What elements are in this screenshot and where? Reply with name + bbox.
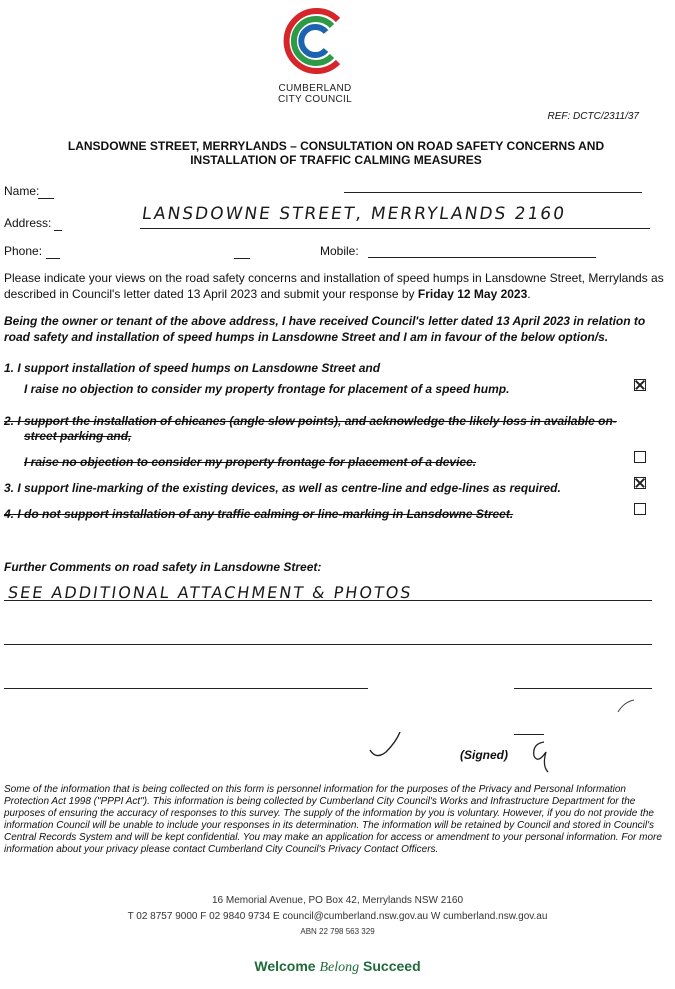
mobile-field[interactable] xyxy=(368,257,596,258)
signature-tick xyxy=(614,698,638,716)
option-1-line1: 1. I support installation of speed humps on Lansdowne Street and xyxy=(4,361,381,375)
comments-line-3b xyxy=(514,688,652,689)
council-logo xyxy=(276,2,354,80)
name-label: Name: xyxy=(4,184,40,198)
document-title: LANSDOWNE STREET, MERRYLANDS – CONSULTATION ON ROAD SAFETY CONCERNS AND INSTALLATION OF TRAFFIC CALMING MEASURES xyxy=(67,139,605,167)
signature-line-short xyxy=(514,734,544,735)
address-label: Address: xyxy=(4,216,52,230)
address-value: LANSDOWNE STREET, MERRYLANDS 2160 xyxy=(140,204,568,224)
signature-scribble xyxy=(526,738,554,774)
comments-line-1[interactable] xyxy=(4,600,652,601)
name-field[interactable] xyxy=(344,192,642,193)
option-2-line1: 2. I support the installation of chicanes (angle slow points), and acknowledge the likely loss in available on- xyxy=(4,414,617,428)
option-2-line2: I raise no objection to consider my property frontage for placement of a device. xyxy=(24,455,477,469)
option-3-line1: 3. I support line-marking of the existing devices, as well as centre-line and edge-lines as required. xyxy=(4,481,561,495)
comments-label: Further Comments on road safety in Lansdowne Street: xyxy=(4,560,322,574)
name-line-short xyxy=(38,198,54,199)
option-3-checkbox[interactable] xyxy=(634,477,646,489)
option-4-line1: 4. I do not support installation of any traffic calming or line-marking in Lansdowne Street. xyxy=(4,507,514,521)
mobile-label: Mobile: xyxy=(320,244,359,258)
footer-contacts: T 02 8757 9000 F 02 9840 9734 E council@cumberland.nsw.gov.au W cumberland.nsw.gov.au xyxy=(127,911,548,922)
address-line-short xyxy=(54,230,62,231)
owner-statement: Being the owner or tenant of the above address, I have received Council's letter dated 13 April 2023 in relation to road safety and installation of speed humps in Lansdowne Street and I am in favour of the below option/s. xyxy=(4,314,646,344)
option-1-checkbox[interactable] xyxy=(634,379,646,391)
comments-line-2[interactable] xyxy=(4,644,652,645)
phone-field[interactable] xyxy=(46,258,60,259)
comments-line-3[interactable] xyxy=(4,688,368,689)
option-4-checkbox[interactable] xyxy=(634,503,646,515)
address-field[interactable] xyxy=(140,228,650,229)
signature-mark xyxy=(366,728,406,762)
footer-abn: ABN 22 798 563 329 xyxy=(300,927,375,936)
privacy-notice: Some of the information that is being collected on this form is personnel information for the purposes of the Privacy and Personal Information Protection Act 1998 ("PPPI Act"). This information is being collected by Cumberland City Council's Works and Infrastructure Department for the purposes of ensuring the accuracy of responses to this survey. The supply of the information by you is voluntary. However, if you do not provide the information Council will be unable to include your responses in its determination. The information will be retained by Council and stored in Council's Central Records System and will be kept confidential. You may make an application for access or amendment to your personal information. For more information about your privacy please contact Cumberland City Council's Privacy Contact Officers. xyxy=(4,784,662,855)
org-name: CUMBERLAND CITY COUNCIL xyxy=(278,83,352,105)
comments-value: SEE ADDITIONAL ATTACHMENT & PHOTOS xyxy=(6,583,414,602)
footer-address: 16 Memorial Avenue, PO Box 42, Merrylands NSW 2160 xyxy=(211,895,464,906)
intro-paragraph: Please indicate your views on the road safety concerns and installation of speed humps in Lansdowne Street, Merrylands as described in Council's letter dated 13 April 2023 and submit your response by Friday 12 May 2023. xyxy=(4,271,664,301)
tagline: Welcome Belong Succeed xyxy=(254,958,421,975)
option-2-checkbox[interactable] xyxy=(634,451,646,463)
signed-label: (Signed) xyxy=(460,748,508,762)
phone-line-2 xyxy=(234,258,250,259)
phone-label: Phone: xyxy=(4,244,43,258)
option-2-line1b: street parking and, xyxy=(24,429,132,443)
reference-number: REF: DCTC/2311/37 xyxy=(547,111,639,122)
option-1-line2: I raise no objection to consider my property frontage for placement of a speed hump. xyxy=(24,382,510,396)
